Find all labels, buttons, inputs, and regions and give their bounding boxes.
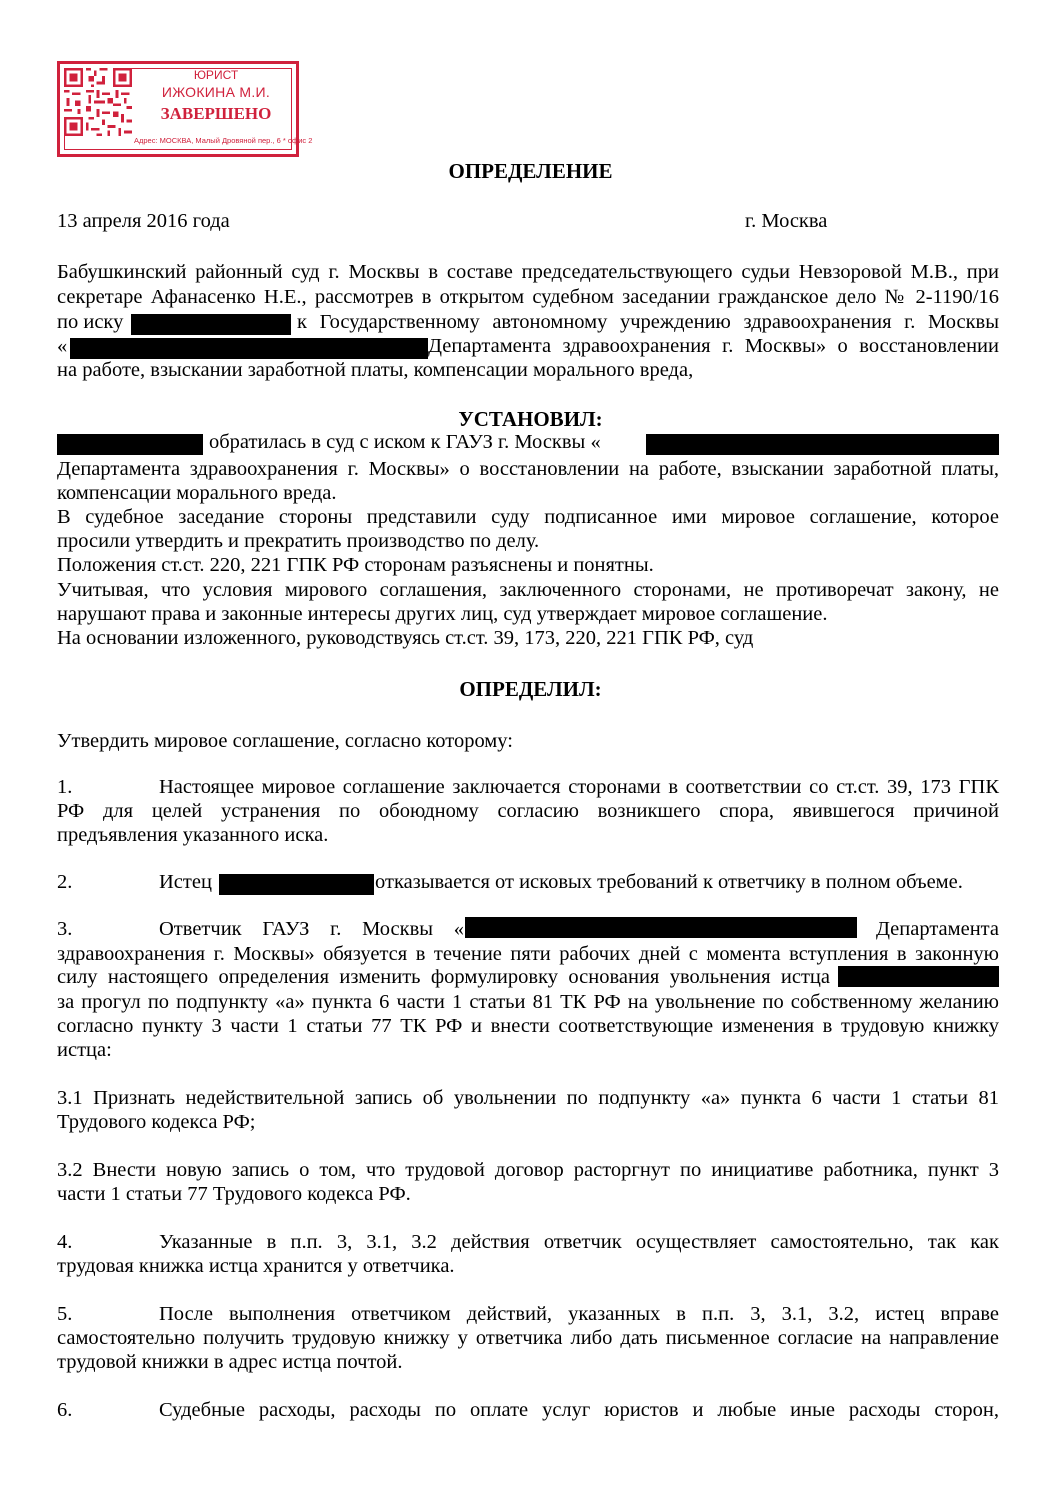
established-line: нарушают права и законные интересы других лиц, суд утверждает мировое соглашение. [57, 603, 828, 625]
established-line: обратилась в суд с иском к ГАУЗ г. Москвы « [209, 431, 601, 453]
item-2-text: отказывается от исковых требований к ответчику в полном объеме. [375, 871, 963, 893]
established-line: На основании изложенного, руководствуясь ст.ст. 39, 173, 220, 221 ГПК РФ, суд [57, 627, 754, 649]
intro-line: секретаре Афанасенко Н.Е., рассмотрев в открытом судебном заседании гражданское дело № 2-1190/16 [57, 286, 999, 308]
item-3-1-line: Трудового кодекса РФ; [57, 1111, 256, 1133]
item-5-line: После выполнения ответчиком действий, указанных в п.п. 3, 3.1, 3.2, истец вправе [159, 1303, 999, 1325]
intro-line: по иску [57, 311, 124, 333]
item-number: 1. [57, 776, 73, 798]
item-number: 3. [57, 918, 73, 940]
item-number: 2. [57, 871, 73, 893]
intro-line: на работе, взыскании заработной платы, компенсации морального вреда, [57, 359, 694, 381]
established-line: компенсации морального вреда. [57, 482, 337, 504]
item-3-line: согласно пункту 3 части 1 статьи 77 ТК РФ и внести соответствующие изменения в трудовую книжку [57, 1015, 999, 1037]
item-3-line: силу настоящего определения изменить формулировку основания увольнения истца [57, 966, 830, 988]
item-1-line: РФ для целей устранения по обоюдному согласию возникшего спора, явившегося причиной [57, 800, 999, 822]
item-3-line: за прогул по подпункту «а» пункта 6 части 1 статьи 81 ТК РФ на увольнение по собственному желанию [57, 991, 999, 1013]
item-3-1-line: 3.1 Признать недействительной запись об увольнении по подпункту «а» пункта 6 части 1 статьи 81 [57, 1087, 999, 1109]
redacted-institution-name [70, 338, 428, 359]
item-4-line: трудовая книжка истца хранится у ответчика. [57, 1255, 455, 1277]
item-1-line: Настоящее мировое соглашение заключается сторонами в соответствии со ст.ст. 39, 173 ГПК [159, 776, 999, 798]
redacted-plaintiff-name [219, 874, 374, 895]
document-city: г. Москва [745, 210, 828, 232]
intro-line: Бабушкинский районный суд г. Москвы в составе председательствующего судьи Невзоровой М.В., при [57, 261, 999, 283]
stamp-line-2: ИЖОКИНА М.И. [161, 84, 271, 100]
redacted-institution-name [465, 917, 857, 938]
redacted-plaintiff-name [57, 434, 203, 455]
item-3-text: Ответчик ГАУЗ г. Москвы « [159, 918, 464, 940]
item-3-line: истца: [57, 1039, 112, 1061]
decided-heading: ОПРЕДЕЛИЛ: [459, 677, 602, 701]
established-line: Департамента здравоохранения г. Москвы» о восстановлении на работе, взыскании заработной платы, [57, 458, 999, 480]
redacted-plaintiff-name [131, 314, 291, 335]
stamp-line-1: ЮРИСТ [193, 68, 239, 82]
redacted-institution-name [646, 434, 999, 455]
document-date: 13 апреля 2016 года [57, 210, 230, 232]
item-4-line: Указанные в п.п. 3, 3.1, 3.2 действия ответчик осуществляет самостоятельно, так как [159, 1231, 999, 1253]
item-3-2-line: 3.2 Внести новую запись о том, что трудовой договор расторгнут по инициативе работника, пункт 3 [57, 1159, 999, 1181]
item-number: 6. [57, 1399, 73, 1421]
item-6-line: Судебные расходы, расходы по оплате услуг юристов и любые иные расходы сторон, [159, 1399, 999, 1421]
item-2-text: Истец [159, 871, 212, 893]
item-1-line: предъявления указанного иска. [57, 824, 329, 846]
established-heading: УСТАНОВИЛ: [458, 407, 603, 431]
intro-line: к Государственному автономному учреждению здравоохранения г. Москвы [297, 311, 999, 333]
intro-line: Департамента здравоохранения г. Москвы» о восстановлении [428, 335, 999, 357]
redacted-plaintiff-name [838, 966, 999, 987]
established-line: Учитывая, что условия мирового соглашения, заключенного сторонами, не противоречат закону, не [57, 579, 999, 601]
established-line: Положения ст.ст. 220, 221 ГПК РФ сторонам разъяснены и понятны. [57, 554, 654, 576]
item-5-line: трудовой книжки в адрес истца почтой. [57, 1351, 403, 1373]
established-line: просили утвердить и прекратить производство по делу. [57, 530, 540, 552]
established-line: В судебное заседание стороны представили суду подписанное ими мировое соглашение, которое [57, 506, 999, 528]
item-3-line: здравоохранения г. Москвы» обязуется в течение пяти рабочих дней с момента вступления в законную [57, 943, 999, 965]
approve-line: Утвердить мировое соглашение, согласно которому: [57, 730, 513, 752]
stamp-status: ЗАВЕРШЕНО [160, 104, 272, 123]
item-3-text: Департамента [875, 918, 999, 940]
item-5-line: самостоятельно получить трудовую книжку у ответчика либо дать письменное согласие на направление [57, 1327, 999, 1349]
qr-code-icon [64, 68, 132, 136]
item-3-2-line: части 1 статьи 77 Трудового кодекса РФ. [57, 1183, 411, 1205]
item-number: 4. [57, 1231, 73, 1253]
item-number: 5. [57, 1303, 73, 1325]
lawyer-stamp [57, 61, 313, 157]
document-title: ОПРЕДЕЛЕНИЕ [448, 159, 613, 183]
stamp-address: Адрес: МОСКВА, Малый Дровяной пер., 6 * офис 2 [134, 136, 313, 145]
intro-line: « [57, 335, 68, 357]
